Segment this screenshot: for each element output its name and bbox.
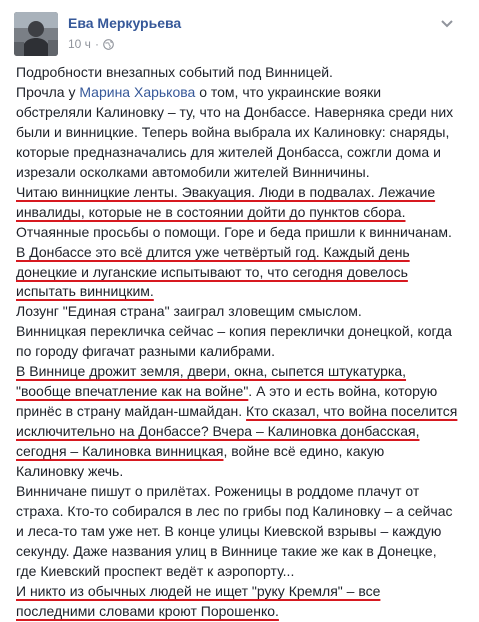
underlined-text: В Донбассе это всё длится уже четвёртый год. Каждый день <box>16 243 410 260</box>
post-text-line <box>16 322 471 342</box>
post-text-line <box>16 342 471 362</box>
post-text-line <box>16 402 471 422</box>
underlined-text: Читаю винницкие ленты. Эвакуация. Люди в подвалах. Лежачие <box>16 183 436 200</box>
post-text-line <box>16 442 471 462</box>
post-text: были и винницкие. Теперь война выбрала их Калиновку: снаряды, <box>16 123 450 140</box>
post-text-line <box>16 263 471 283</box>
post-text-line <box>16 63 471 83</box>
post-text-line <box>16 502 471 522</box>
post-text-line <box>16 203 471 223</box>
post-text: которые предназначались для жителей Донбасса, сожгли дома и <box>16 143 441 160</box>
post-text-line <box>16 602 471 622</box>
post-text: Отчаянные просьбы о помощи. Горе и беда пришли к винничанам. <box>16 223 452 240</box>
post-text-line <box>16 163 471 183</box>
chevron-down-icon[interactable] <box>440 16 454 26</box>
underlined-text: "вообще впечатление как на войне" <box>16 383 249 400</box>
post-header <box>14 12 454 58</box>
post-text-line <box>16 382 471 402</box>
meta-separator: · <box>94 37 99 51</box>
user-avatar-icon[interactable] <box>14 12 58 56</box>
post-text: страха. Кто-то собирался в лес по грибы под Калиновку – а сейчас <box>16 502 453 519</box>
post-text-line <box>16 103 471 123</box>
post-text: Лозунг "Единая страна" заиграл зловещим смыслом. <box>16 303 362 320</box>
mention-link[interactable]: Марина Харькова <box>79 83 196 100</box>
underlined-text: исключительно на Донбассе? Вчера – Калиновка донбасская, <box>16 423 420 440</box>
post-text-line <box>16 243 471 263</box>
post-text-line <box>16 522 471 542</box>
post-text-line <box>16 542 471 562</box>
post-text: Винничане пишут о прилётах. Роженицы в роддоме плачут от <box>16 483 420 500</box>
underlined-text: испытать винницким. <box>16 283 154 300</box>
post-text: Винницкая перекличка сейчас – копия переклички донецкой, когда <box>16 323 452 340</box>
post-text-line <box>16 302 471 322</box>
post-meta <box>68 37 114 51</box>
post-author-link[interactable]: Ева Меркурьева <box>68 15 182 31</box>
post-body-text <box>16 63 471 622</box>
post-text: Прочла у <box>16 83 80 100</box>
post-text: принёс в страну майдан-шмайдан. <box>16 403 247 420</box>
post-text-line <box>16 462 471 482</box>
post-text: о том, что украинские вояки <box>195 83 382 100</box>
underlined-text: последними словами кроют Порошенко. <box>16 602 279 619</box>
post-text-line <box>16 183 471 203</box>
post-text: , войне всё едино, какую <box>223 443 385 460</box>
post-text: . А это и есть война, которую <box>248 383 438 400</box>
post-text: по городу фигачат разными калибрами. <box>16 343 275 360</box>
post-text-line <box>16 422 471 442</box>
post-text-line <box>16 143 471 163</box>
post-text-line <box>16 282 471 302</box>
underlined-text: В Виннице дрожит земля, двери, окна, сыпется штукатурка, <box>16 363 407 380</box>
post-text-line <box>16 482 471 502</box>
post-text: и леса-то там уже нет. В конце улицы Киевской взрывы – каждую <box>16 522 442 539</box>
post-timestamp[interactable]: 10 ч <box>68 37 91 51</box>
post-text: Калиновку жечь. <box>16 463 124 480</box>
post-text: секунду. Даже названия улиц в Виннице такие же как в Донецке, <box>16 542 437 559</box>
underlined-text: сегодня – Калиновка винницкая <box>16 443 224 460</box>
underlined-text: донецкие и луганские испытывают то, что сегодня довелось <box>16 263 408 280</box>
post-text-line <box>16 223 471 243</box>
post-text-line <box>16 562 471 582</box>
post-text-line <box>16 123 471 143</box>
post-text: изрезали осколками автомобили жителей Винничины. <box>16 163 370 180</box>
post-text-line <box>16 362 471 382</box>
post-text: где Киевский проспект ведёт к аэропорту... <box>16 562 295 579</box>
underlined-text: И никто из обычных людей не ищет "руку Кремля" – все <box>16 582 381 599</box>
underlined-text: Кто сказал, что война поселится <box>246 403 458 420</box>
underlined-text: инвалиды, которые не в состоянии дойти до пунктов сбора. <box>16 203 406 220</box>
post-text: Подробности внезапных событий под Винницей. <box>16 64 333 80</box>
globe-icon[interactable] <box>103 39 114 50</box>
post-text: обстреляли Калиновку – ту, что на Донбассе. Наверняка среди них <box>16 103 454 120</box>
post-text-line <box>16 83 471 103</box>
